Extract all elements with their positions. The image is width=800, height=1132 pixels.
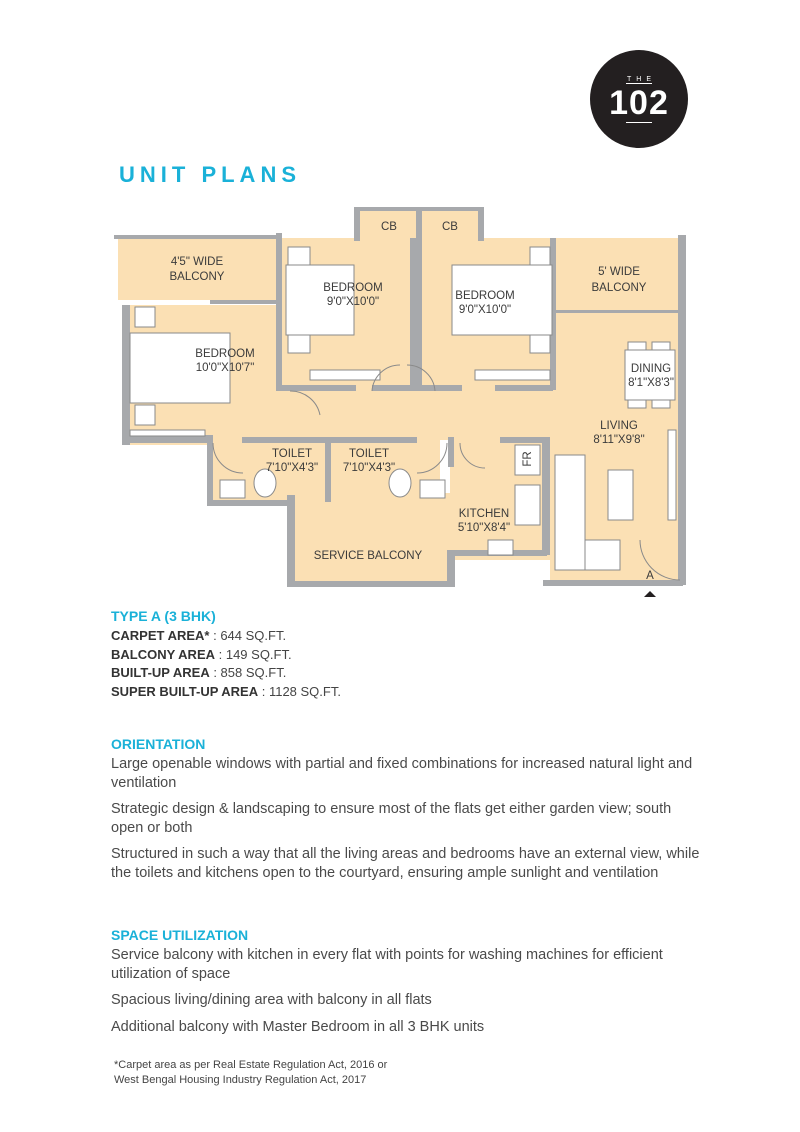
- spec-value: : 149 SQ.FT.: [215, 646, 292, 662]
- logo-the-text: THE: [627, 75, 656, 83]
- type-title: TYPE A (3 BHK): [111, 608, 216, 624]
- floor-plan: [110, 205, 690, 600]
- label-toilet1-line2: 7'10"X4'3": [265, 462, 319, 474]
- spec-label: BALCONY AREA: [111, 646, 216, 662]
- spec-label: BUILT-UP AREA: [111, 665, 210, 680]
- spec-super-built-up-area: [111, 683, 711, 702]
- label-toilet2-line1: TOILET: [348, 448, 390, 460]
- label-balcony-right-line2: BALCONY: [591, 282, 647, 294]
- orientation-title: ORIENTATION: [111, 736, 206, 752]
- space-utilization-section: [111, 927, 701, 1044]
- label-balcony-left-line2: BALCONY: [169, 271, 225, 283]
- spec-value: : 644 SQ.FT.: [209, 628, 287, 643]
- orientation-paragraph: Strategic design & landscaping to ensure most of the flats get either garden view; south open or both: [111, 801, 672, 836]
- label-dining-line1: DINING: [630, 363, 672, 375]
- label-bedroom-master-line1: BEDROOM: [195, 348, 255, 360]
- label-bedroom-center-line1: BEDROOM: [323, 282, 383, 294]
- logo-number: 102: [609, 83, 669, 122]
- entry-arrow-icon: [644, 591, 656, 597]
- label-entry-marker: A: [646, 570, 654, 582]
- spec-label: SUPER BUILT-UP AREA: [111, 683, 259, 699]
- label-dining-line2: 8'1"X8'3": [628, 377, 674, 389]
- footnote: [114, 1058, 387, 1087]
- space-paragraph: Spacious living/dining area with balcony in all flats: [111, 992, 432, 1008]
- spec-value: : 1128 SQ.FT.: [258, 683, 341, 699]
- orientation-paragraph: Large openable windows with partial and fixed combinations for increased natural light and ventilation: [111, 756, 693, 791]
- space-paragraph: Additional balcony with Master Bedroom in all 3 BHK units: [111, 1018, 485, 1035]
- orientation-paragraph: Structured in such a way that all the living areas and bedrooms have an external view, while the toilets and kitchens open to the courtyard, ensuring ample sunlight and ventilation: [111, 846, 700, 881]
- label-balcony-right-line1: 5' WIDE: [598, 266, 640, 278]
- spec-built-up-area: [111, 664, 711, 683]
- spec-carpet-area: [111, 627, 711, 646]
- label-cb-1: CB: [381, 221, 397, 233]
- label-service-balcony: SERVICE BALCONY: [313, 550, 423, 562]
- label-bedroom-right-line2: 9'0"X10'0": [458, 304, 512, 316]
- label-cb-2: CB: [442, 221, 458, 233]
- logo-divider-bottom: [626, 122, 652, 123]
- label-toilet1-line1: TOILET: [271, 448, 313, 460]
- page-title: UNIT PLANS: [119, 162, 301, 187]
- label-kitchen-line2: 5'10"X8'4": [457, 522, 511, 534]
- brand-logo: [590, 50, 688, 148]
- unit-specs: [111, 608, 711, 701]
- space-paragraph: Service balcony with kitchen in every flat with points for washing machines for efficient utilization of space: [111, 947, 663, 982]
- label-bedroom-master-line2: 10'0"X10'7": [195, 362, 255, 374]
- space-title: SPACE UTILIZATION: [111, 927, 249, 943]
- spec-value: : 858 SQ.FT.: [209, 665, 287, 680]
- label-bedroom-center-line2: 9'0"X10'0": [326, 296, 380, 308]
- label-fridge: FR: [522, 451, 534, 467]
- label-kitchen-line1: KITCHEN: [458, 508, 510, 520]
- label-living-line1: LIVING: [600, 420, 638, 432]
- orientation-section: [111, 736, 701, 890]
- label-balcony-left-line1: 4'5" WIDE: [170, 256, 224, 268]
- floor-plan-drawing: [110, 205, 690, 600]
- label-living-line2: 8'11"X9'8": [593, 434, 645, 446]
- footnote-line: *Carpet area as per Real Estate Regulation Act, 2016 or: [114, 1059, 388, 1071]
- label-bedroom-right-line1: BEDROOM: [455, 290, 515, 302]
- spec-balcony-area: [111, 646, 711, 665]
- label-toilet2-line2: 7'10"X4'3": [342, 462, 396, 474]
- spec-label: CARPET AREA*: [111, 628, 210, 643]
- footnote-line: West Bengal Housing Industry Regulation Act, 2017: [114, 1073, 367, 1086]
